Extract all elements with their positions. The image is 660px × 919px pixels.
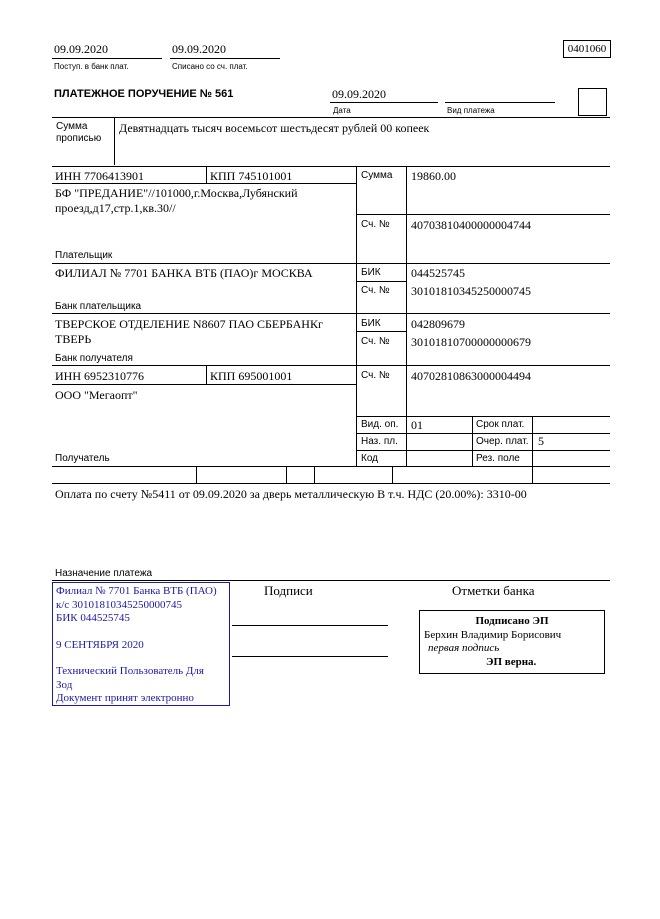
signatures-label: Подписи	[264, 583, 313, 598]
op-type: 01	[411, 418, 423, 432]
stamp-accepted: Документ принят электронно	[56, 692, 194, 704]
op-type-label: Вид. оп.	[361, 419, 399, 430]
bank-stamp	[52, 582, 230, 706]
payer-bank-account: 30101810345250000745	[411, 284, 531, 298]
payer-bank-name: ФИЛИАЛ № 7701 БАНКА ВТБ (ПАО)г МОСКВА	[55, 266, 313, 280]
order-date-label: Дата	[333, 106, 351, 115]
payer-bank-label: Банк плательщика	[55, 301, 142, 312]
payee-bank-name-line1: ТВЕРСКОЕ ОТДЕЛЕНИЕ N8607 ПАО СБЕРБАНКг	[55, 317, 323, 331]
payee-bank-account-label: Сч. №	[361, 336, 390, 347]
e-signature-title: Подписано ЭП	[475, 615, 549, 627]
payer-account-label: Сч. №	[361, 219, 390, 230]
amount-words-label-1: Сумма	[56, 121, 88, 132]
payee-name: ООО "Мегаопт"	[55, 388, 138, 402]
payer-name-line1: БФ "ПРЕДАНИЕ"//101000,г.Москва,Лубянский	[55, 186, 298, 200]
payee-bank-label: Банк получателя	[55, 353, 133, 364]
e-signature-status: ЭП верна.	[486, 656, 537, 668]
priority-label: Очер. плат.	[476, 436, 529, 447]
payee-account-label: Сч. №	[361, 370, 390, 381]
payer-kpp: КПП 745101001	[210, 169, 293, 183]
bank-marks-label: Отметки банка	[452, 583, 535, 598]
payer-inn: ИНН 7706413901	[55, 169, 144, 183]
amount-words-label-2: прописью	[56, 133, 102, 144]
payee-inn: ИНН 6952310776	[55, 369, 144, 383]
reserve-label: Рез. поле	[476, 453, 520, 464]
sum-value: 19860.00	[411, 169, 456, 183]
stamp-line-3: БИК 044525745	[56, 612, 130, 624]
stamp-user-line-2: Зод	[56, 678, 73, 691]
payee-bank-bik: 042809679	[411, 317, 465, 331]
purpose-text: Оплата по счету №5411 от 09.09.2020 за дверь металлическую В т.ч. НДС (20.00%): 3310-00	[55, 487, 527, 501]
date-received-label: Поступ. в банк плат.	[54, 62, 129, 71]
code-label: Код	[361, 453, 379, 464]
e-signature-signer: Берхин Владимир Борисович	[424, 629, 562, 641]
payer-label: Плательщик	[55, 250, 113, 261]
payer-bank-account-label: Сч. №	[361, 285, 390, 296]
e-signature-box	[419, 610, 605, 674]
order-date: 09.09.2020	[332, 87, 386, 101]
payer-bank-bik: 044525745	[411, 266, 465, 280]
payer-name-line2: проезд,д17,стр.1,кв.30//	[55, 201, 176, 215]
e-signature-role: первая подпись	[428, 642, 500, 654]
due-label: Срок плат.	[476, 419, 525, 430]
stamp-user-line-1: Технический Пользователь Для	[56, 665, 204, 677]
blank-box	[578, 88, 607, 116]
payer-account: 40703810400000004744	[411, 218, 531, 232]
purpose-label: Назначение платежа	[55, 568, 153, 579]
payee-kpp: КПП 695001001	[210, 369, 293, 383]
priority: 5	[538, 434, 544, 448]
amount-words: Девятнадцать тысяч восемьсот шестьдесят рублей 00 копеек	[119, 121, 430, 135]
payee-bank-account: 30101810700000000679	[411, 335, 531, 349]
date-debited-label: Списано со сч. плат.	[172, 62, 248, 71]
payee-bank-bik-label: БИК	[361, 318, 381, 329]
order-title: ПЛАТЕЖНОЕ ПОРУЧЕНИЕ № 561	[54, 88, 234, 100]
stamp-date: 9 СЕНТЯБРЯ 2020	[56, 638, 144, 651]
payee-account: 40702810863000004494	[411, 369, 531, 383]
payee-label: Получатель	[55, 453, 110, 464]
payment-type-label: Вид платежа	[447, 106, 495, 115]
payer-bank-bik-label: БИК	[361, 267, 381, 278]
sum-label: Сумма	[361, 170, 393, 181]
stamp-line-2: к/с 30101810345250000745	[56, 598, 183, 611]
date-received: 09.09.2020	[54, 42, 108, 56]
stamp-line-1: Филиал № 7701 Банка ВТБ (ПАО)	[56, 585, 217, 597]
form-code: 0401060	[563, 40, 611, 58]
date-debited: 09.09.2020	[172, 42, 226, 56]
payee-bank-name-line2: ТВЕРЬ	[55, 332, 92, 346]
purpose-code-label: Наз. пл.	[361, 436, 398, 447]
